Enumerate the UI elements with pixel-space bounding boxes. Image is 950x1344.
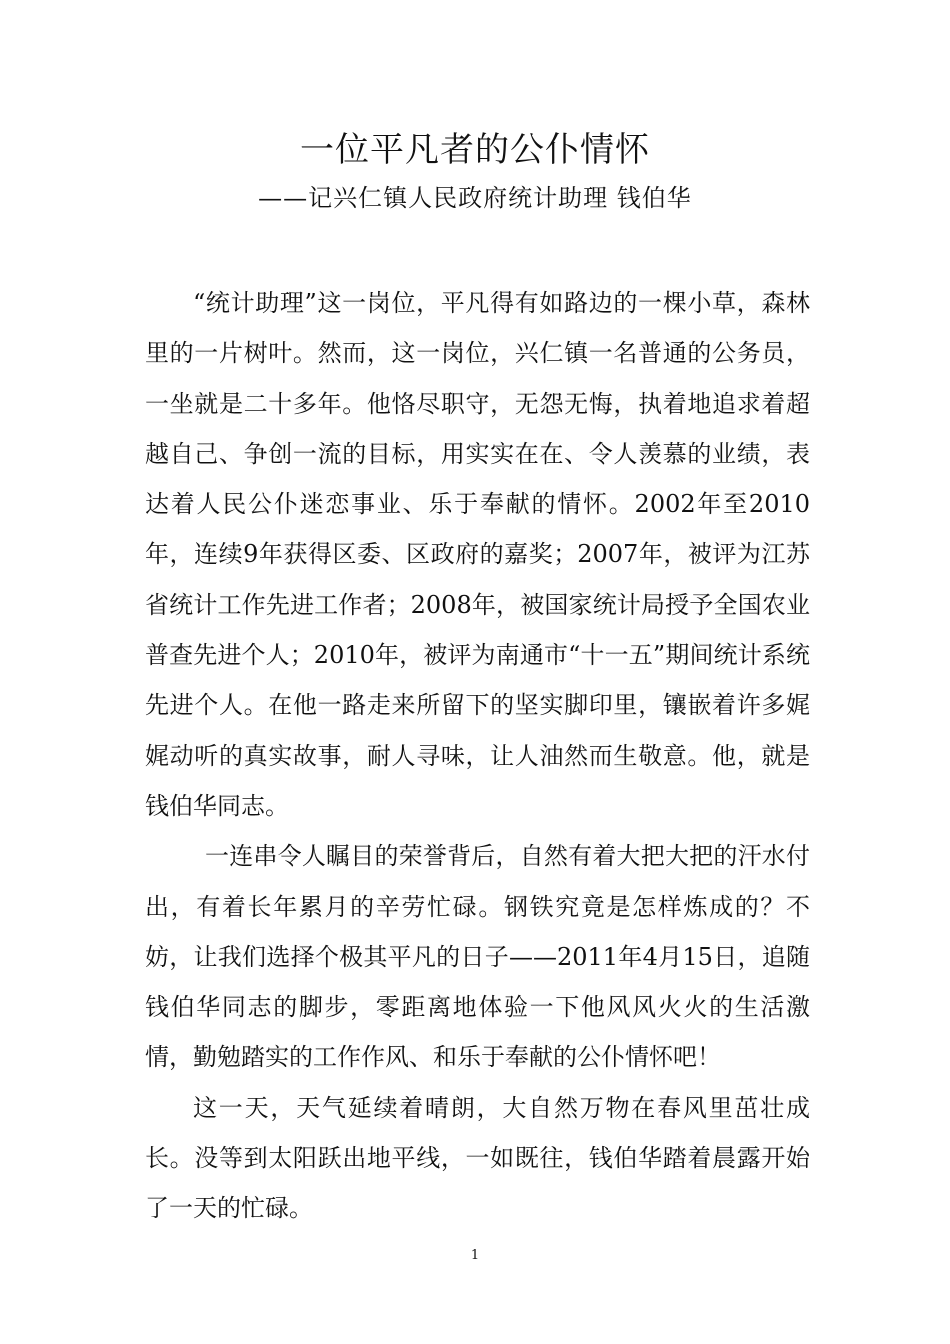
document-body xyxy=(145,278,810,1234)
document-subtitle: ——记兴仁镇人民政府统计助理 钱伯华 xyxy=(258,184,692,212)
document-title: 一位平凡者的公仆情怀 xyxy=(300,130,650,170)
paragraph-3: 这一天，天气延续着晴朗，大自然万物在春风里茁壮成长。没等到太阳跃出地平线，一如既往，钱伯华踏着晨露开始了一天的忙碌。 xyxy=(145,1093,810,1223)
paragraph-2: 一连串令人瞩目的荣誉背后，自然有着大把大把的汗水付出，有着长年累月的辛劳忙碌。钢铁究竟是怎样炼成的？不妨，让我们选择个极其平凡的日子——2011年4月15日，追随钱伯华同志的脚步，零距离地体验一下他风风火火的生活激情，勤勉踏实的工作作风、和乐于奉献的公仆情怀吧！ xyxy=(145,842,810,1072)
page-number: 1 xyxy=(470,1248,480,1263)
paragraph-1: “统计助理”这一岗位，平凡得有如路边的一棵小草，森林里的一片树叶。然而，这一岗位，兴仁镇一名普通的公务员，一坐就是二十多年。他恪尽职守，无怨无悔，执着地追求着超越自己、争创一流的目标，用实实在在、令人羡慕的业绩，表达着人民公仆迷恋事业、乐于奉献的情怀。2002年至2010年，连续9年获得区委、区政府的嘉奖；2007年，被评为江苏省统计工作先进工作者；2008年，被国家统计局授予全国农业普查先进个人；2010年，被评为南通市“十一五”期间统计系统先进个人。在他一路走来所留下的坚实脚印里，镶嵌着许多娓娓动听的真实故事，耐人寻味，让人油然而生敬意。他，就是钱伯华同志。 xyxy=(145,289,810,820)
